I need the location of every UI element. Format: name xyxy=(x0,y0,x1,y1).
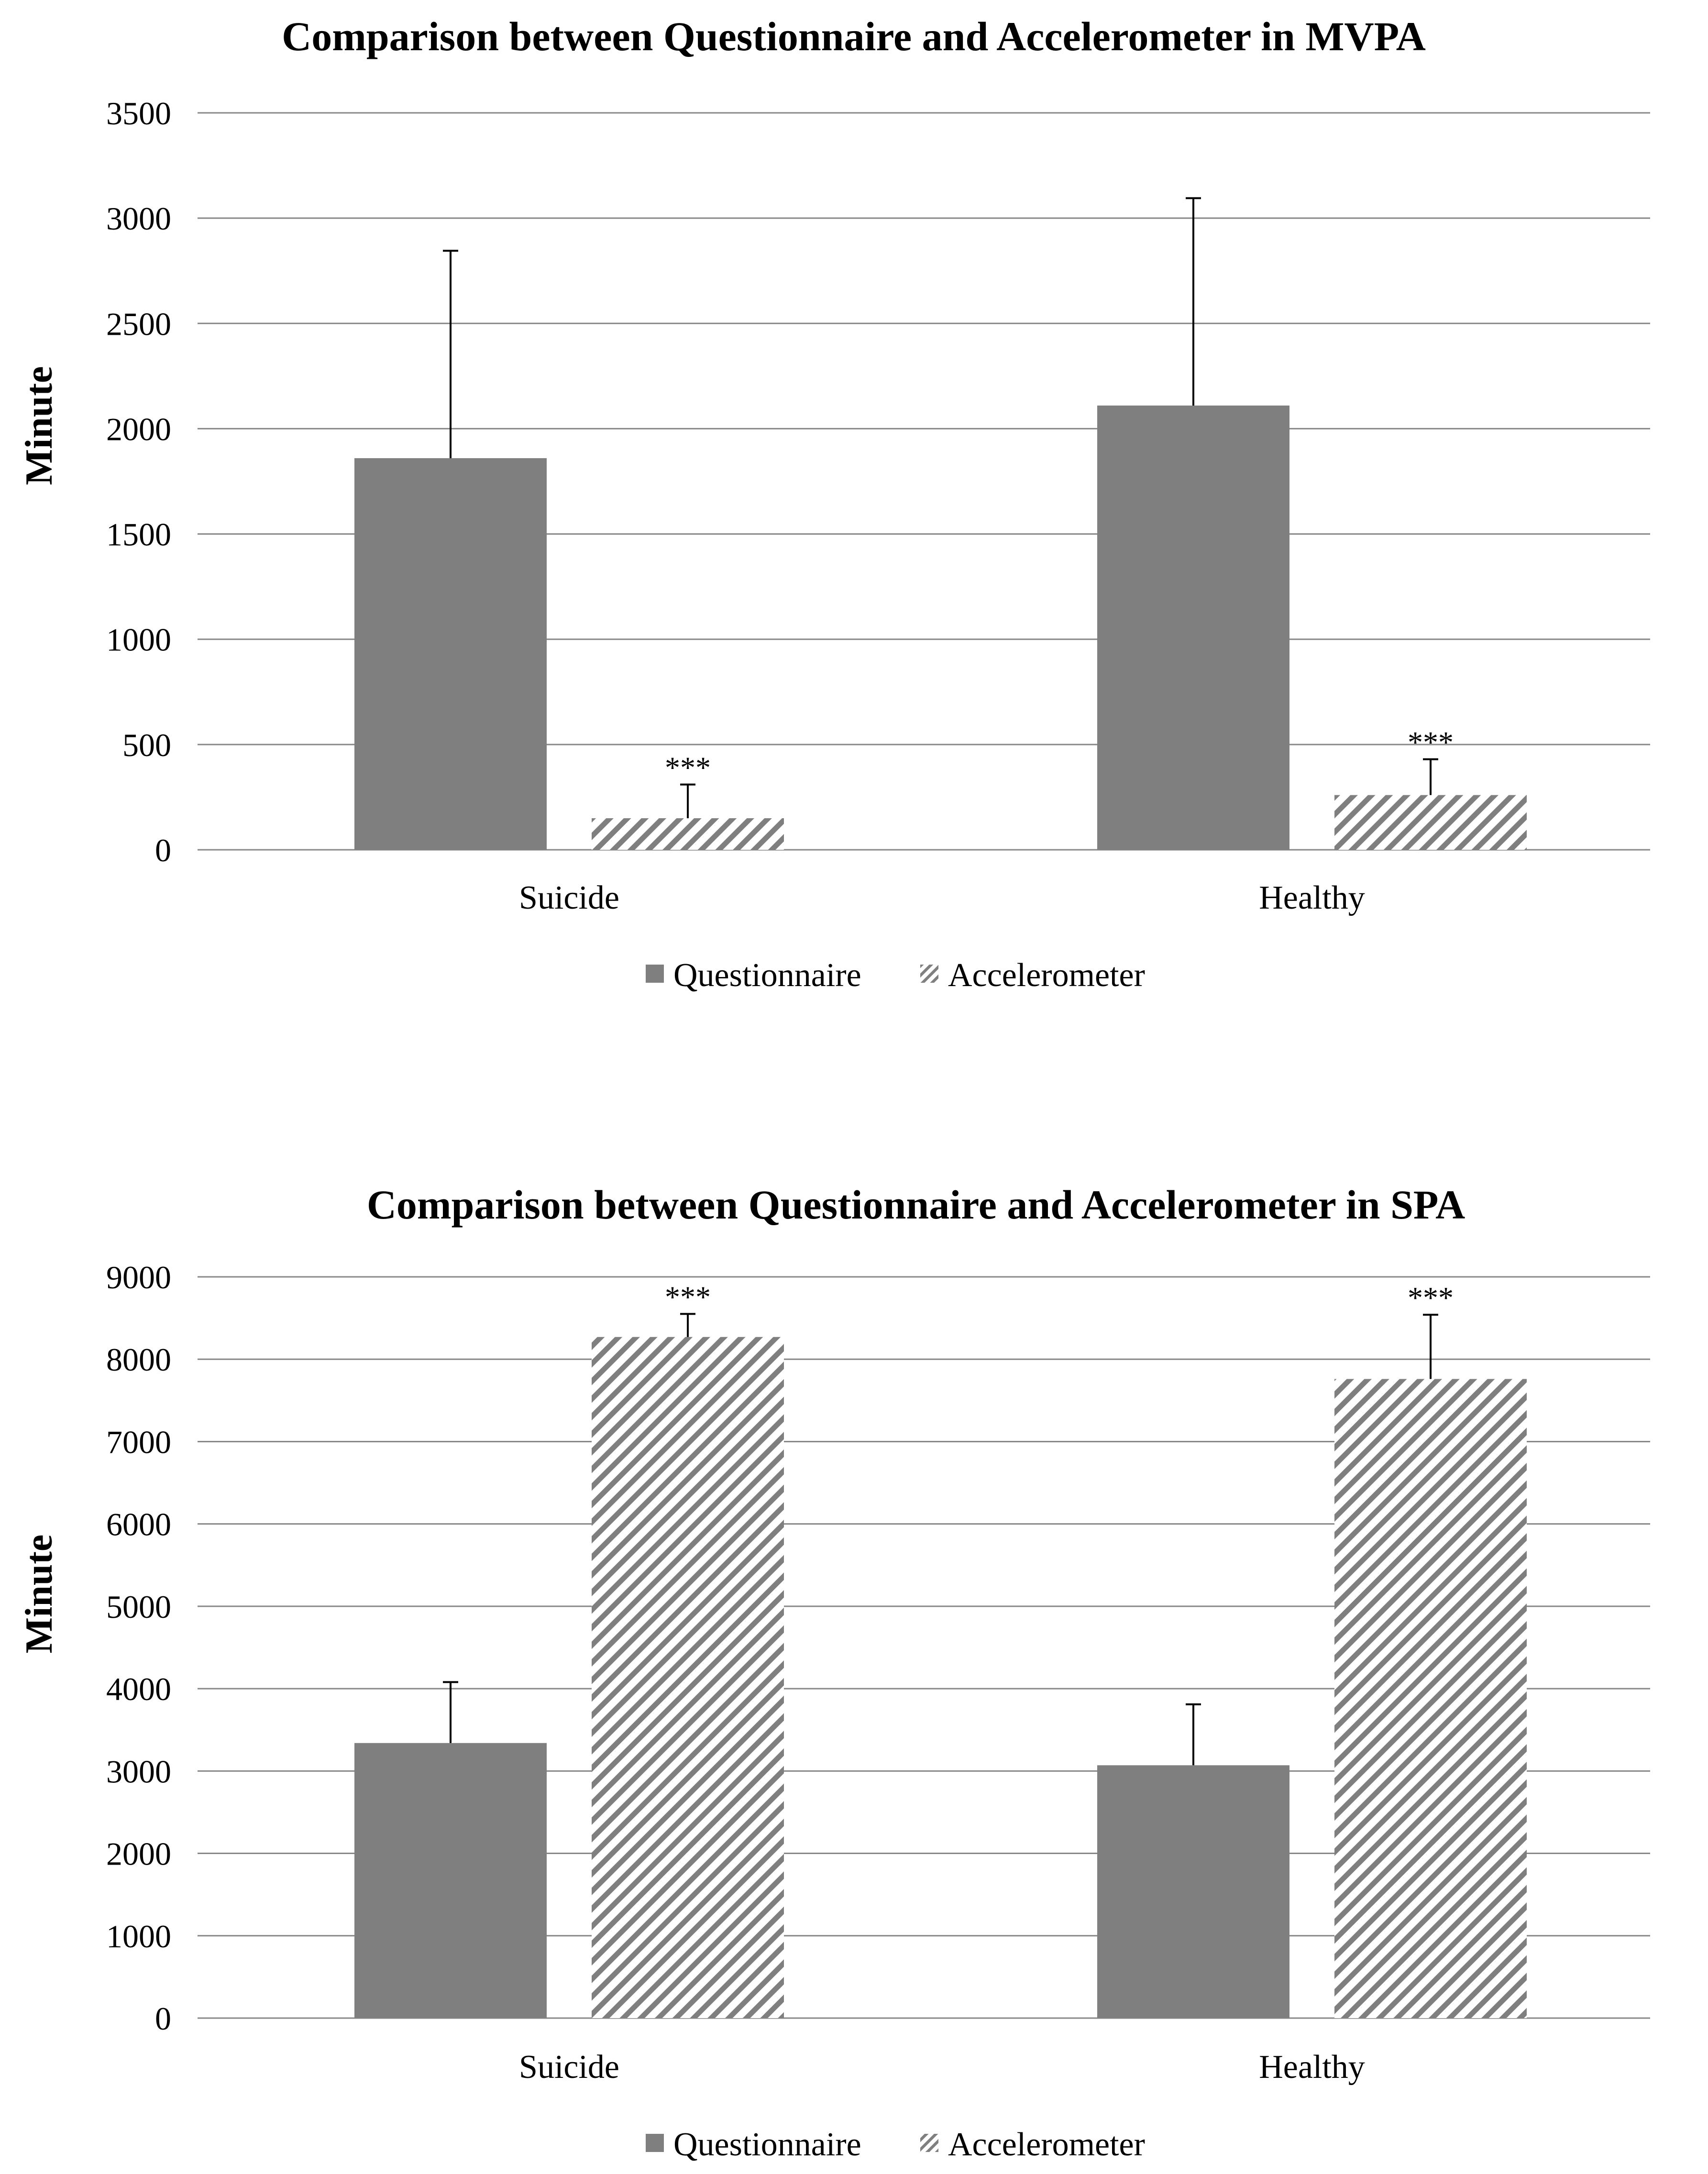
legend-label-accelerometer: Accelerometer xyxy=(948,957,1145,994)
bar-questionnaire-suicide xyxy=(354,1743,547,2018)
legend xyxy=(646,957,1145,994)
chart-title: Comparison between Questionnaire and Accelerometer in SPA xyxy=(366,1182,1466,1228)
significance-label: *** xyxy=(665,1280,711,1314)
bar-questionnaire-healthy xyxy=(1097,406,1289,850)
y-tick-labels xyxy=(106,95,171,868)
bar-accelerometer-healthy xyxy=(1334,795,1527,850)
significance-labels xyxy=(665,1280,1454,1315)
chart-spa xyxy=(18,1182,1650,2163)
legend xyxy=(646,2126,1145,2163)
y-tick-label: 8000 xyxy=(106,1341,171,1378)
legend-swatch-questionnaire xyxy=(646,965,664,983)
chart-title: Comparison between Questionnaire and Accelerometer in MVPA xyxy=(282,13,1426,59)
significance-label: *** xyxy=(1408,725,1454,759)
legend-label-questionnaire: Questionnaire xyxy=(673,957,861,994)
legend-label-accelerometer: Accelerometer xyxy=(948,2126,1145,2163)
y-tick-label: 0 xyxy=(155,832,171,868)
bar-accelerometer-healthy xyxy=(1334,1379,1527,2018)
y-tick-label: 9000 xyxy=(106,1259,171,1296)
category-labels xyxy=(519,2049,1365,2086)
y-tick-label: 7000 xyxy=(106,1424,171,1460)
bar-questionnaire-healthy xyxy=(1097,1765,1289,2018)
legend-label-questionnaire: Questionnaire xyxy=(673,2126,861,2163)
legend-swatch-accelerometer xyxy=(920,965,938,983)
y-tick-label: 3000 xyxy=(106,1753,171,1790)
significance-labels xyxy=(665,725,1454,785)
y-tick-label: 2000 xyxy=(106,411,171,448)
bars xyxy=(354,406,1527,850)
y-axis-title: Minute xyxy=(18,366,60,485)
y-tick-label: 4000 xyxy=(106,1671,171,1708)
y-tick-label: 2000 xyxy=(106,1835,171,1872)
bar-questionnaire-suicide xyxy=(354,458,547,850)
y-tick-label: 1500 xyxy=(106,516,171,553)
significance-label: *** xyxy=(1408,1281,1454,1315)
bar-accelerometer-suicide xyxy=(592,818,784,850)
legend-swatch-accelerometer xyxy=(920,2134,938,2152)
y-tick-label: 500 xyxy=(122,726,171,763)
y-tick-label: 6000 xyxy=(106,1506,171,1543)
y-tick-label: 3000 xyxy=(106,200,171,237)
category-label: Suicide xyxy=(519,2049,619,2086)
y-axis-title: Minute xyxy=(18,1534,60,1654)
y-tick-label: 2500 xyxy=(106,306,171,342)
category-label: Healthy xyxy=(1259,2049,1365,2086)
y-tick-label: 3500 xyxy=(106,95,171,132)
y-tick-label: 5000 xyxy=(106,1588,171,1625)
chart-mvpa xyxy=(18,13,1650,994)
y-tick-labels xyxy=(106,1259,171,2037)
bar-accelerometer-suicide xyxy=(592,1337,784,2018)
bars xyxy=(354,1337,1527,2018)
category-labels xyxy=(519,879,1365,916)
y-tick-label: 0 xyxy=(155,2000,171,2037)
significance-label: *** xyxy=(665,750,711,785)
category-label: Healthy xyxy=(1259,879,1365,916)
y-tick-label: 1000 xyxy=(106,621,171,658)
legend-swatch-questionnaire xyxy=(646,2134,664,2152)
category-label: Suicide xyxy=(519,879,619,916)
y-tick-label: 1000 xyxy=(106,1918,171,1954)
